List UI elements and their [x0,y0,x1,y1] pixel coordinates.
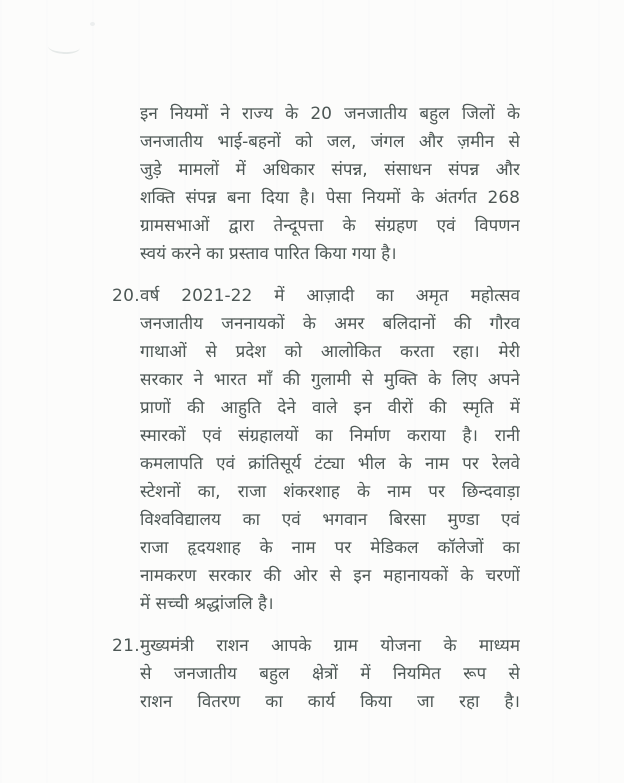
text-line: राशन वितरण का कार्य किया जा रहा है। [140,692,520,712]
text-line: जुड़े मामलों में अधिकार संपन्न, संसाधन संपन्न और [140,160,520,180]
scan-speck [90,22,95,26]
paragraph-lines [140,632,520,716]
text-line: स्मारकों एवं संग्रहालयों का निर्माण कराया है। रानी [140,426,520,446]
text-line: प्राणों की आहुति देने वाले इन वीरों की स्मृति में [140,398,520,418]
text-line: स्टेशनों का, राजा शंकरशाह के नाम पर छिन्दवाड़ा [140,482,520,502]
text-line: शक्ति संपन्न बना दिया है। पेसा नियमों के अंतर्गत 268 [140,188,520,208]
text-line: सरकार ने भारत माँ की गुलामी से मुक्ति के लिए अपने [140,370,520,390]
text-line: राजा हृदयशाह के नाम पर मेडिकल कॉलेजों का [140,538,520,558]
text-line: नामकरण सरकार की ओर से इन महानायकों के चरणों [140,566,520,586]
paragraph-number: 20. [112,286,140,306]
document-body [112,100,522,730]
text-line: से जनजातीय बहुल क्षेत्रों में नियमित रूप से [140,664,520,684]
paragraph [112,632,522,716]
text-line: विश्वविद्यालय का एवं भगवान बिरसा मुण्डा एवं [140,510,520,530]
text-line: ग्रामसभाओं द्वारा तेन्दूपत्ता के संग्रहण एवं विपणन [140,216,520,236]
text-line: जनजातीय जननायकों के अमर बलिदानों की गौरव [140,314,520,334]
text-line: में सच्ची श्रद्धांजलि है। [140,594,274,614]
paragraph-number: 21. [112,636,140,656]
pencil-smudge-mark [48,39,81,55]
text-line: वर्ष 2021-22 में आज़ादी का अमृत महोत्सव [140,286,520,306]
text-line: जनजातीय भाई-बहनों को जल, जंगल और ज़मीन से [140,132,520,152]
text-line: स्वयं करने का प्रस्ताव पारित किया गया है। [140,244,397,264]
text-line: इन नियमों ने राज्य के 20 जनजातीय बहुल जिलों के [140,104,520,124]
text-line: गाथाओं से प्रदेश को आलोकित करता रहा। मेरी [140,342,520,362]
text-line: कमलापति एवं क्रांतिसूर्य टंट्या भील के नाम पर रेलवे [140,454,520,474]
paragraph [112,282,522,618]
paragraph [112,100,522,268]
paragraph-lines [140,100,520,268]
text-line: मुख्यमंत्री राशन आपके ग्राम योजना के माध्यम [140,636,520,656]
paragraph-lines [140,282,520,618]
